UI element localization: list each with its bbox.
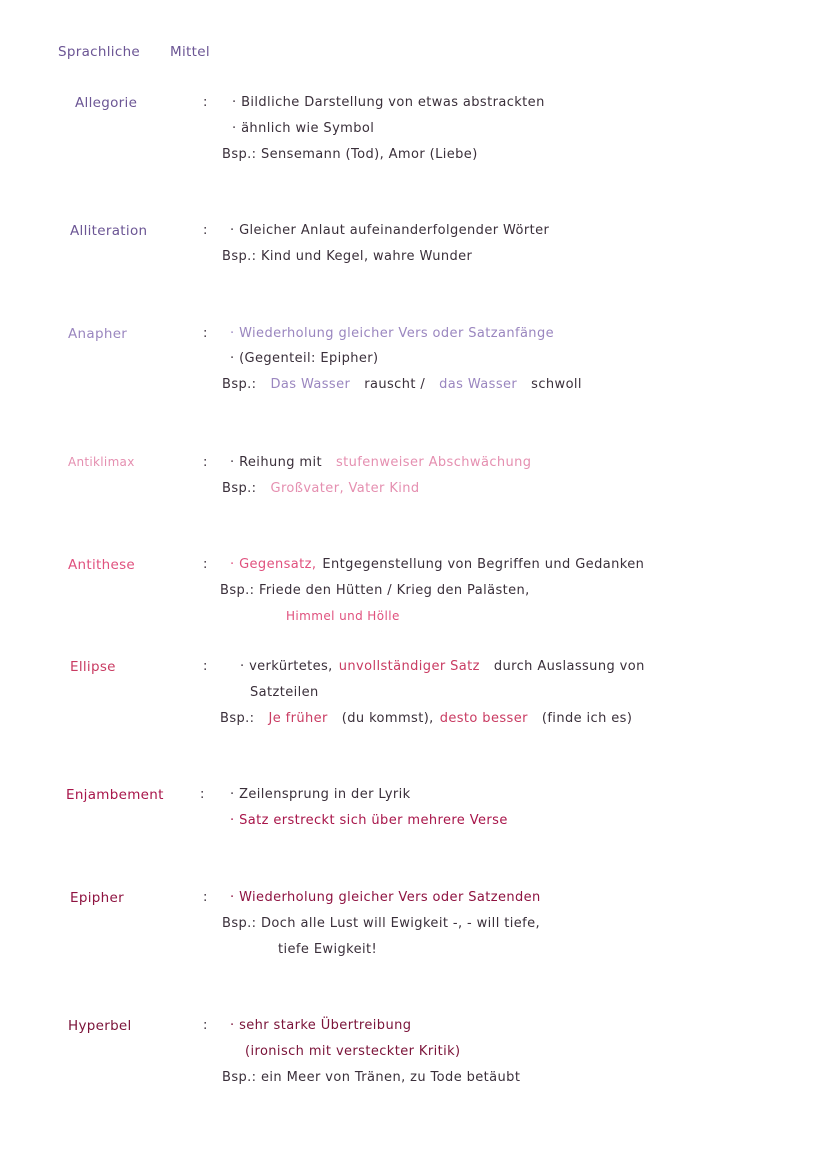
alliteration-line-1: · Gleicher Anlaut aufeinanderfolgender Wörter (230, 223, 550, 238)
hyperbel-line-2: (ironisch mit versteckter Kritik) (245, 1044, 461, 1059)
term-anapher: Anapher (68, 326, 128, 342)
anapher-line-2: · (Gegenteil: Epipher) (230, 351, 379, 366)
ellipse-line-1-part-2: unvollständiger Satz (338, 659, 480, 674)
term-alliteration: Alliteration (70, 223, 148, 239)
term-enjambement: Enjambement (66, 787, 164, 803)
ellipse-example-part-2: (du kommst), (341, 711, 434, 726)
separator: : (203, 326, 208, 341)
example-label: Bsp.: (222, 377, 257, 392)
ellipse-example-part-3: desto besser (439, 711, 528, 726)
antithese-example: Bsp.: Friede den Hütten / Krieg den Palästen, (220, 583, 530, 598)
separator: : (203, 223, 208, 238)
term-allegorie: Allegorie (75, 95, 138, 111)
ellipse-line-1-part-3: durch Auslassung von (493, 659, 645, 674)
example-label: Bsp.: (222, 481, 257, 496)
title-word-2: Mittel (170, 44, 210, 60)
allegorie-line-2: · ähnlich wie Symbol (232, 121, 375, 136)
ellipse-example-part-4: (finde ich es) (541, 711, 633, 726)
example-label: Bsp.: (220, 711, 255, 726)
anapher-example (222, 377, 582, 392)
page-title (58, 44, 210, 60)
ellipse-example-part-1: Je früher (268, 711, 328, 726)
antiklimax-line-1-part-1: · Reihung mit (230, 455, 322, 470)
term-antiklimax: Antiklimax (68, 455, 135, 469)
anapher-example-part-4: schwoll (531, 377, 582, 392)
antiklimax-line-1-part-2: stufenweiser Abschwächung (336, 455, 532, 470)
term-epipher: Epipher (70, 890, 124, 906)
separator: : (203, 1018, 208, 1033)
separator: : (200, 787, 205, 802)
epipher-line-3: tiefe Ewigkeit! (278, 942, 378, 957)
antithese-line-3: Himmel und Hölle (286, 609, 400, 623)
epipher-example: Bsp.: Doch alle Lust will Ewigkeit -, - will tiefe, (222, 916, 541, 931)
separator: : (203, 659, 208, 674)
antithese-line-1-part-2: Entgegenstellung von Begriffen und Gedanken (322, 557, 645, 572)
term-ellipse: Ellipse (70, 659, 116, 675)
antiklimax-example (222, 481, 420, 496)
antithese-line-1-part-1: · Gegensatz, (230, 557, 317, 572)
enjambement-line-1: · Zeilensprung in der Lyrik (230, 787, 411, 802)
hyperbel-line-1: · sehr starke Übertreibung (230, 1018, 412, 1033)
antiklimax-line-1 (230, 455, 531, 470)
ellipse-line-2: Satzteilen (250, 685, 319, 700)
separator: : (203, 557, 208, 572)
separator: : (203, 95, 208, 110)
separator: : (203, 890, 208, 905)
alliteration-example: Bsp.: Kind und Kegel, wahre Wunder (222, 249, 473, 264)
hyperbel-example: Bsp.: ein Meer von Tränen, zu Tode betäubt (222, 1070, 521, 1085)
term-antithese: Antithese (68, 557, 136, 573)
ellipse-line-1-part-1: · verkürtetes, (240, 659, 333, 674)
anapher-example-part-1: Das Wasser (270, 377, 351, 392)
allegorie-line-1: · Bildliche Darstellung von etwas abstrackten (232, 95, 545, 110)
title-word-1: Sprachliche (58, 44, 141, 60)
epipher-line-1: · Wiederholung gleicher Vers oder Satzenden (230, 890, 541, 905)
anapher-example-part-3: das Wasser (439, 377, 518, 392)
ellipse-example (220, 711, 632, 726)
antiklimax-example-text: Großvater, Vater Kind (270, 481, 420, 496)
anapher-line-1: · Wiederholung gleicher Vers oder Satzanfänge (230, 326, 555, 341)
enjambement-line-2: · Satz erstreckt sich über mehrere Verse (230, 813, 508, 828)
ellipse-line-1 (240, 659, 645, 674)
antithese-line-1 (230, 557, 644, 572)
anapher-example-part-2: rauscht / (364, 377, 426, 392)
separator: : (203, 455, 208, 470)
term-hyperbel: Hyperbel (68, 1018, 132, 1034)
allegorie-example: Bsp.: Sensemann (Tod), Amor (Liebe) (222, 147, 478, 162)
